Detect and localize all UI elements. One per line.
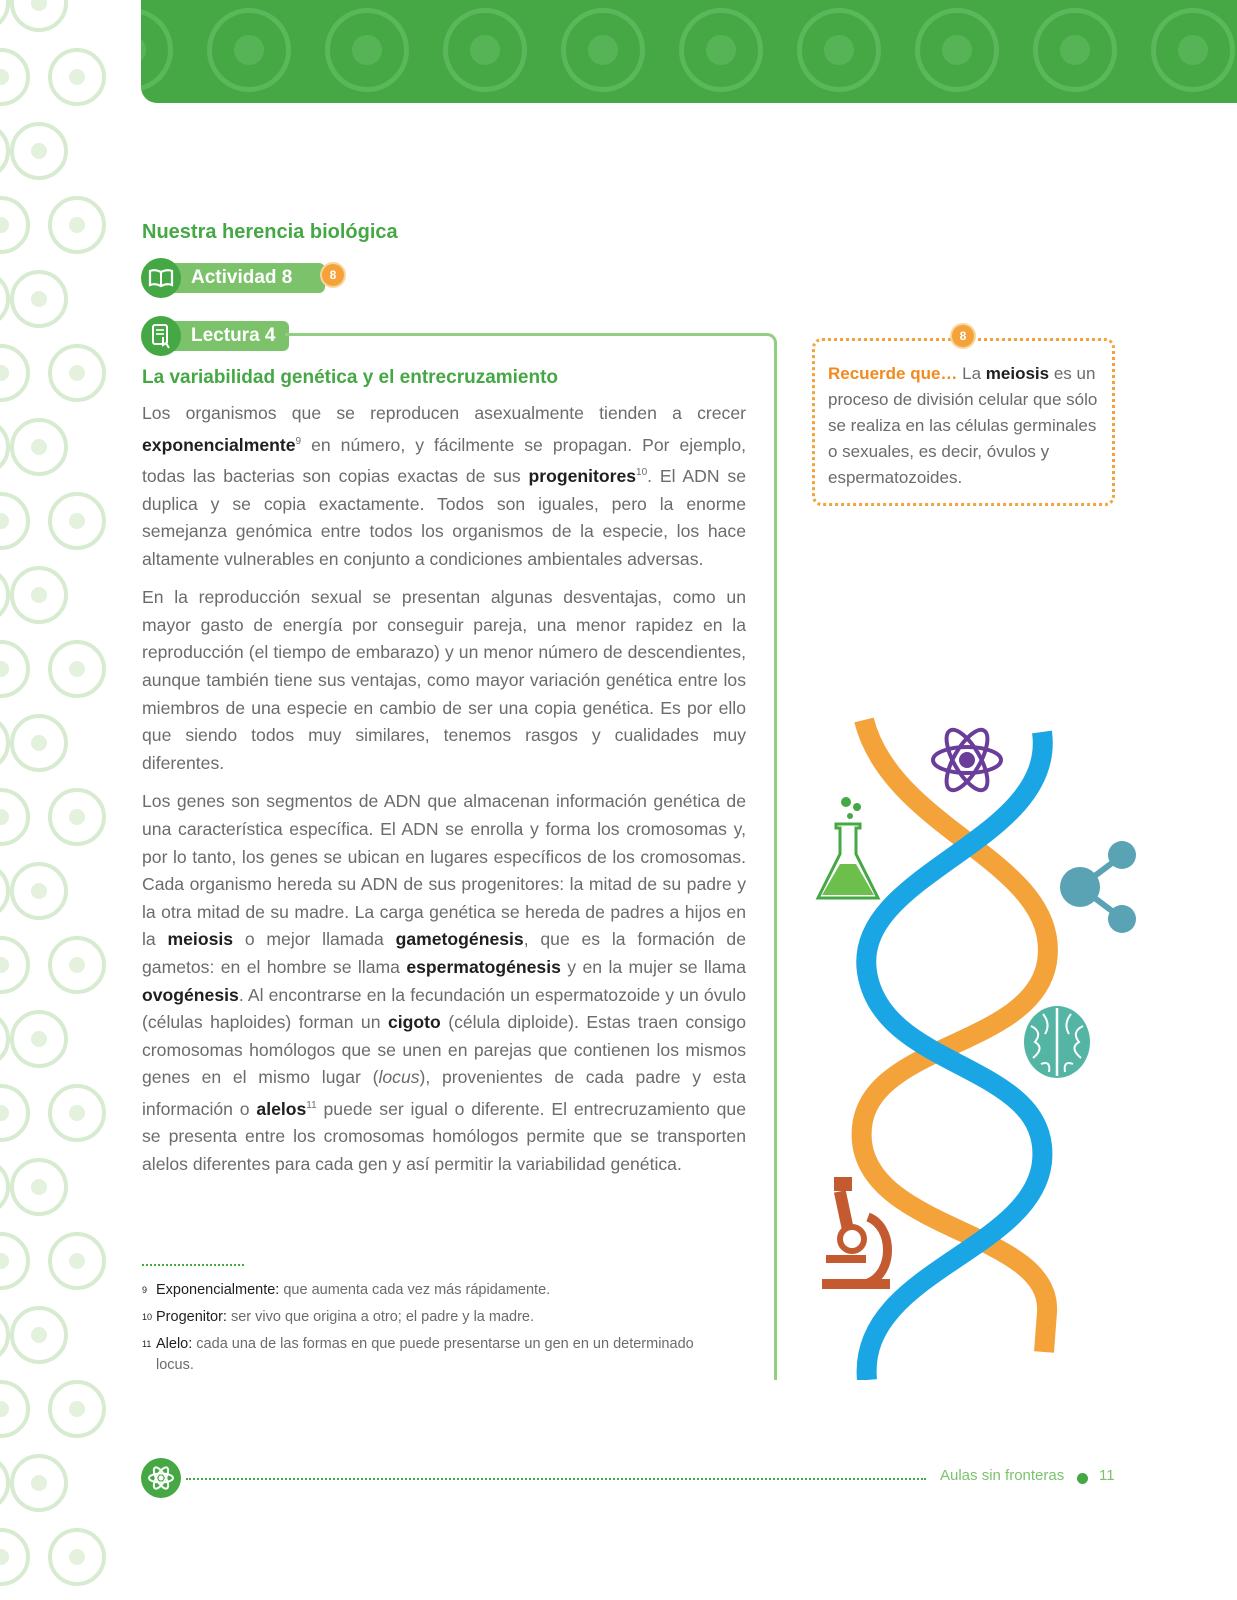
text-span: , que es la formación de gametos: en el hombre se llama: [142, 929, 746, 977]
side-atom-icon: [0, 566, 10, 624]
note-lead: Recuerde que…: [828, 364, 958, 383]
banner-test-tube-icon: [443, 8, 527, 92]
side-frog-icon: [0, 270, 10, 328]
side-flask-icon: [48, 196, 106, 254]
side-frog-icon: [0, 48, 30, 106]
side-flask-icon: [0, 1306, 10, 1364]
side-dna-icon: [0, 122, 10, 180]
footnotes: [142, 1280, 702, 1382]
side-dna-icon: [0, 1380, 30, 1438]
bold-term: meiosis: [167, 929, 234, 950]
side-flask-icon: [0, 1528, 30, 1586]
text-span: puede ser igual o diferente. El entrecruzamiento que se presenta entre los cromosomas homólogos permite que se transporten alelos diferentes para cada gen y así permitir la variabilidad genética.: [142, 1098, 746, 1175]
side-foot-icon: [0, 1454, 10, 1512]
note-text: es un proceso de división celular que sólo se realiza en las células germinales o sexuales, es decir, óvulos y espermatozoides.: [828, 364, 1098, 487]
footer-divider: [186, 1478, 926, 1480]
side-flask-icon: [10, 1306, 68, 1364]
book-icon: [141, 258, 181, 298]
bold-term: ovogénesis: [142, 984, 239, 1005]
side-flask-icon: [10, 714, 68, 772]
side-dna-icon: [0, 1158, 10, 1216]
side-atom-icon: [10, 270, 68, 328]
side-atom-icon: [48, 48, 106, 106]
text-span: Los organismos que se reproducen asexualmente tienden a crecer: [142, 403, 746, 423]
banner-petri-dish-icon: [325, 8, 409, 92]
side-icon-strip: [0, 0, 125, 1600]
side-atom-icon: [0, 1232, 30, 1290]
side-petri-dish-icon: [48, 344, 106, 402]
footnote-text: cada una de las formas en que puede presentarse un gen en un determinado locus.: [156, 1336, 694, 1373]
side-petri-dish-icon: [48, 1528, 106, 1586]
paragraph-3: [142, 788, 746, 1178]
footnote-ref: 9: [295, 435, 302, 447]
side-frog-icon: [0, 936, 30, 994]
text-span: en número, y fácilmente se propagan. Por ejemplo, todas las bacterias son copias exactas de sus: [142, 434, 746, 486]
side-flask-icon: [10, 0, 68, 32]
side-flask-icon: [48, 1084, 106, 1142]
footnote-item: [142, 1334, 702, 1376]
section-title: Nuestra herencia biológica: [142, 221, 398, 243]
text-span: . Al encontrarse en la fecundación un espermatozoide y un óvulo (células haploides) forman un: [142, 984, 746, 1033]
side-petri-dish-icon: [10, 566, 68, 624]
note-bold-term: meiosis: [985, 364, 1050, 383]
side-frog-icon: [10, 1454, 68, 1512]
bold-term: progenitores: [528, 465, 637, 486]
bold-term: cigoto: [387, 1012, 441, 1033]
side-flask-icon: [10, 1010, 68, 1068]
bold-term: espermatogénesis: [406, 957, 561, 977]
page-number: 11: [1099, 1467, 1115, 1484]
side-atom-icon: [0, 1010, 10, 1068]
banner-dna-icon: [561, 8, 645, 92]
molecule-icon: [1060, 841, 1136, 933]
footnote-text: que aumenta cada vez más rápidamente.: [279, 1282, 551, 1298]
bold-term: exponencialmente: [142, 434, 296, 455]
footnote-item: [142, 1307, 702, 1328]
side-flask-icon: [10, 418, 68, 476]
paragraph-1: [142, 400, 746, 573]
side-foot-icon: [0, 418, 10, 476]
text-span: o mejor llamada: [233, 929, 396, 950]
text-span: (célula diploide). Estas traen consigo cromosomas homólogos que se unen en parejas que contienen los mismos genes en el mismo lugar (: [142, 1012, 746, 1088]
bold-term: alelos: [256, 1098, 307, 1119]
text-span: ), provenientes de cada padre y esta información o: [142, 1067, 746, 1119]
reminder-note: [812, 338, 1115, 506]
footnote-text: ser vivo que origina a otro; el padre y la madre.: [226, 1309, 535, 1325]
side-dna-icon: [10, 862, 68, 920]
side-dna-icon: [48, 640, 106, 698]
footnote-term: Exponencialmente:: [156, 1282, 280, 1298]
banner-flask-icon: [1151, 8, 1235, 92]
atom-icon: [933, 724, 1001, 796]
text-span: Los genes son segmentos de ADN que almacenan información genética de una característica específica. El ADN se enrolla y forma los cromosomas y, por lo tanto, los genes se ubican en lugares específicos de los cromosomas. Cada organismo hereda su ADN de sus progenitores: la mitad de su padre y la otra mitad de su madre. La carga genética se hereda de padres a hijos en la: [142, 791, 746, 950]
footnote-item: [142, 1280, 702, 1301]
side-frog-icon: [48, 1232, 106, 1290]
text-span: . El ADN se duplica y se copia exactamente. Todos son iguales, pero la enorme semejanza genómica entre todos los organismos de la especie, los hace altamente vulnerables en conjunto a condiciones ambientales adversas.: [142, 465, 747, 569]
banner-molecule-icon: [207, 8, 291, 92]
side-flask-icon: [48, 492, 106, 550]
side-frog-icon: [48, 1380, 106, 1438]
footnote-divider: [142, 1264, 244, 1266]
footer-dot: [1077, 1473, 1088, 1484]
brain-icon: [1024, 1006, 1090, 1078]
dna-illustration: [812, 712, 1142, 1380]
side-foot-icon: [0, 1084, 30, 1142]
side-foot-icon: [10, 122, 68, 180]
side-frog-icon: [0, 714, 10, 772]
italic-term: locus: [378, 1067, 420, 1088]
banner-frog-icon: [141, 8, 173, 92]
flask-icon: [818, 797, 878, 898]
activity-badge: 8: [322, 264, 344, 286]
header-banner: [141, 0, 1237, 103]
banner-frog-icon: [679, 8, 763, 92]
side-flask-icon: [48, 788, 106, 846]
side-petri-dish-icon: [0, 196, 30, 254]
activity-label: Actividad 8: [167, 263, 325, 293]
paragraph-2: En la reproducción sexual se presentan algunas desventajas, como un mayor gasto de energía por conseguir pareja, una menor rapidez en la reproducción (el tiempo de embarazo) y un menor número de descendientes, aunque también tiene sus ventajas, como mayor variación genética entre los miembros de una especie en cambio de ser una copia genética. Es por ello que siendo todos muy similares, tenemos rasgos y cualidades muy diferentes.: [142, 587, 746, 773]
footnote-term: Alelo:: [156, 1336, 193, 1352]
footnote-term: Progenitor:: [156, 1309, 227, 1325]
text-span: y en la mujer se llama: [560, 957, 746, 977]
reading-label: Lectura 4: [167, 321, 289, 351]
side-petri-dish-icon: [10, 1158, 68, 1216]
footnote-ref: 10: [636, 467, 648, 479]
side-petri-dish-icon: [0, 0, 10, 32]
banner-microscope-icon: [1033, 8, 1117, 92]
footer-atom-icon: [141, 1458, 181, 1498]
note-text: La: [957, 364, 986, 383]
reading-body: [142, 400, 746, 1190]
side-foot-icon: [0, 640, 30, 698]
bold-term: gametogénesis: [395, 929, 524, 950]
banner-molecule-icon: [797, 8, 881, 92]
footnote-number: 11: [142, 1339, 152, 1349]
side-dna-icon: [0, 344, 30, 402]
publication-name: Aulas sin fronteras: [940, 1467, 1065, 1484]
reading-tablet-icon: [141, 316, 181, 356]
reading-title: La variabilidad genética y el entrecruzamiento: [142, 367, 559, 388]
footnote-ref: 11: [306, 1099, 317, 1111]
note-badge: 8: [952, 325, 974, 347]
footnote-number: 10: [142, 1312, 153, 1322]
side-atom-icon: [0, 788, 30, 846]
footnote-number: 9: [142, 1285, 148, 1295]
banner-atom-icon: [915, 8, 999, 92]
side-frog-icon: [0, 492, 30, 550]
side-foot-icon: [0, 862, 10, 920]
side-petri-dish-icon: [48, 936, 106, 994]
